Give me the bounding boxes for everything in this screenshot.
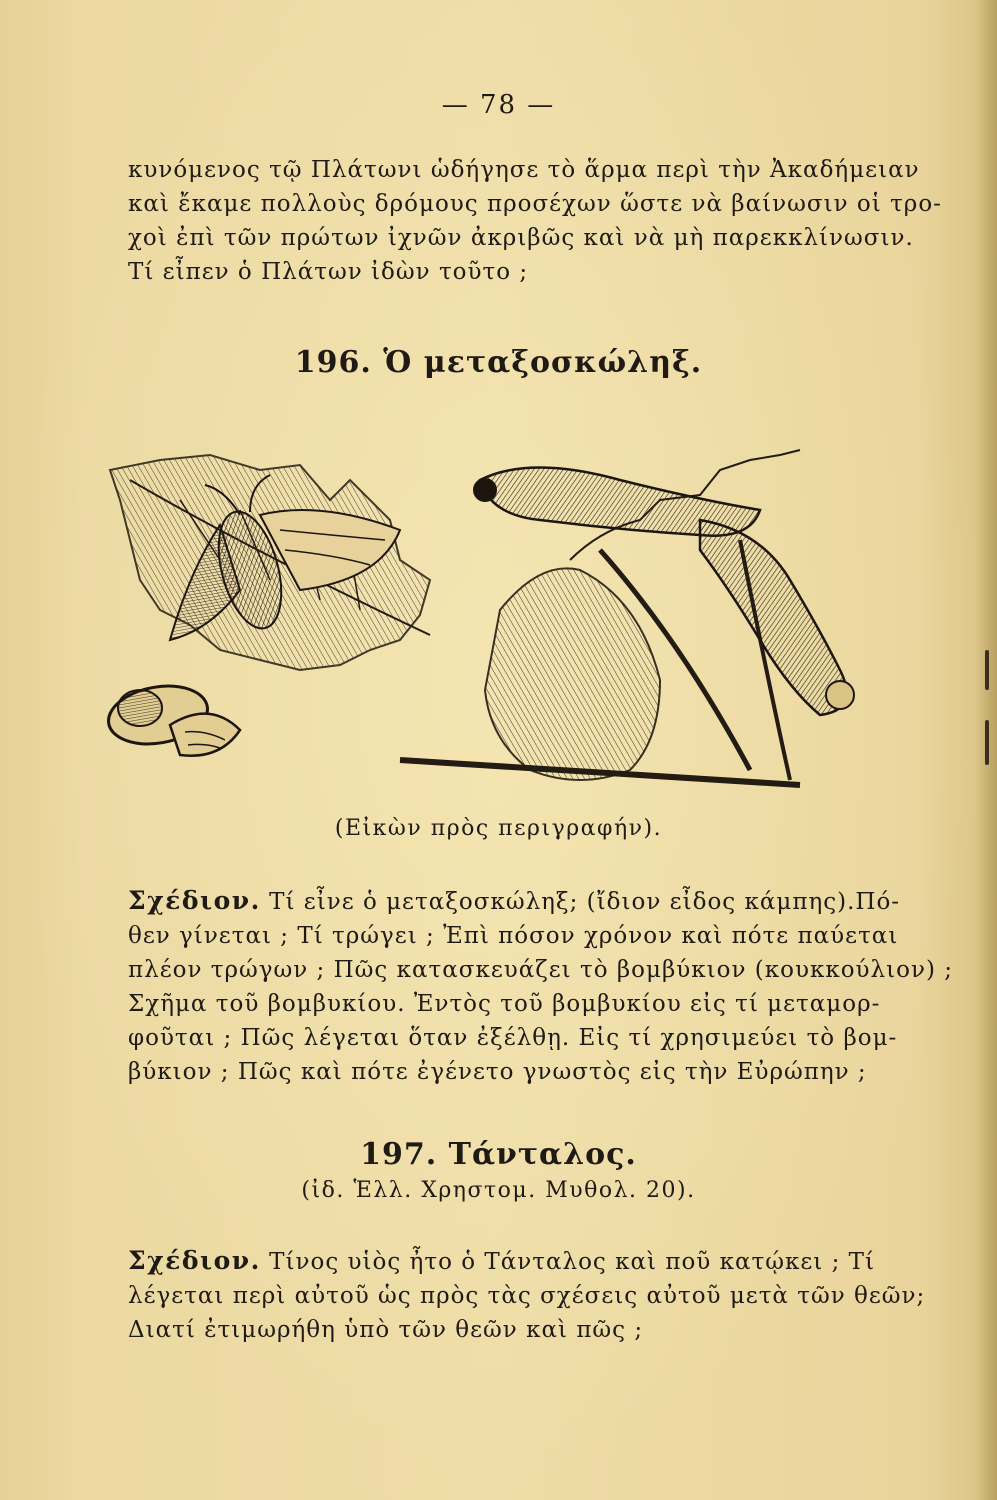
text-span: Τίνος υἱὸς ἦτο ὁ Τάνταλος καὶ ποῦ κατῴκει ; Τί <box>269 1249 876 1275</box>
pupa <box>170 714 240 756</box>
schedio-label: Σχέδιον. <box>128 1246 261 1275</box>
page-number: — 78 — <box>441 90 556 120</box>
text-line: βύκιον ; Πῶς καὶ πότε ἐγένετο γνωστὸς εἰς τὴν Εὐρώπην ; <box>128 1059 867 1085</box>
section-197-paragraph <box>128 1244 926 1347</box>
text-line: Σχῆμα τοῦ βομβυκίου. Ἐντὸς τοῦ βομβυκίου εἰς τί μεταμορ- <box>128 991 881 1017</box>
text-line <box>128 1244 876 1279</box>
silkworm-illustration <box>100 440 890 800</box>
text-span: Τί εἶνε ὁ μεταξοσκώληξ; (ἴδιον εἶδος κάμπης).Πό- <box>269 889 901 915</box>
section-heading-197: 197. Τάνταλος. <box>360 1137 637 1172</box>
caterpillar-right <box>700 520 854 715</box>
text-line: θεν γίνεται ; Τί τρώγει ; Ἐπὶ πόσον χρόνον καὶ πότε παύεται <box>128 923 899 949</box>
section-197-reference: (ἰδ. Ἑλλ. Χρηστομ. Μυθολ. 20). <box>301 1178 696 1203</box>
figure-caption: (Εἰκὼν πρὸς περιγραφήν). <box>334 816 663 841</box>
text-line <box>128 884 901 919</box>
text-line: φοῦται ; Πῶς λέγεται ὅταν ἐξέλθῃ. Εἰς τί χρησιμεύει τὸ βομ- <box>128 1025 898 1051</box>
text-line: κυνόμενος τῷ Πλάτωνι ὡδήγησε τὸ ἅρμα περὶ τὴν Ἀκαδήμειαν <box>128 157 920 183</box>
text-line: Διατί ἐτιμωρήθη ὑπὸ τῶν θεῶν καὶ πῶς ; <box>128 1317 644 1343</box>
page-edge-mark <box>985 650 989 690</box>
section-196-paragraph <box>128 884 953 1089</box>
text-line: λέγεται περὶ αὐτοῦ ὡς πρὸς τὰς σχέσεις αὐτοῦ μετὰ τῶν θεῶν; <box>128 1283 926 1309</box>
intro-paragraph <box>128 153 942 289</box>
text-line: πλέον τρώγων ; Πῶς κατασκευάζει τὸ βομβύκιον (κουκκούλιον) ; <box>128 957 953 983</box>
text-line: χοὶ ἐπὶ τῶν πρώτων ἰχνῶν ἀκριβῶς καὶ νὰ μὴ παρεκκλίνωσιν. <box>128 225 914 251</box>
schedio-label: Σχέδιον. <box>128 886 261 915</box>
text-line: Τί εἶπεν ὁ Πλάτων ἰδὼν τοῦτο ; <box>128 259 529 285</box>
section-heading-196: 196. Ὁ μεταξοσκώληξ. <box>294 345 703 380</box>
page-edge-mark <box>985 720 989 765</box>
text-line: καὶ ἔκαμε πολλοὺς δρόμους προσέχων ὥστε νὰ βαίνωσιν οἱ τρο- <box>128 191 942 217</box>
